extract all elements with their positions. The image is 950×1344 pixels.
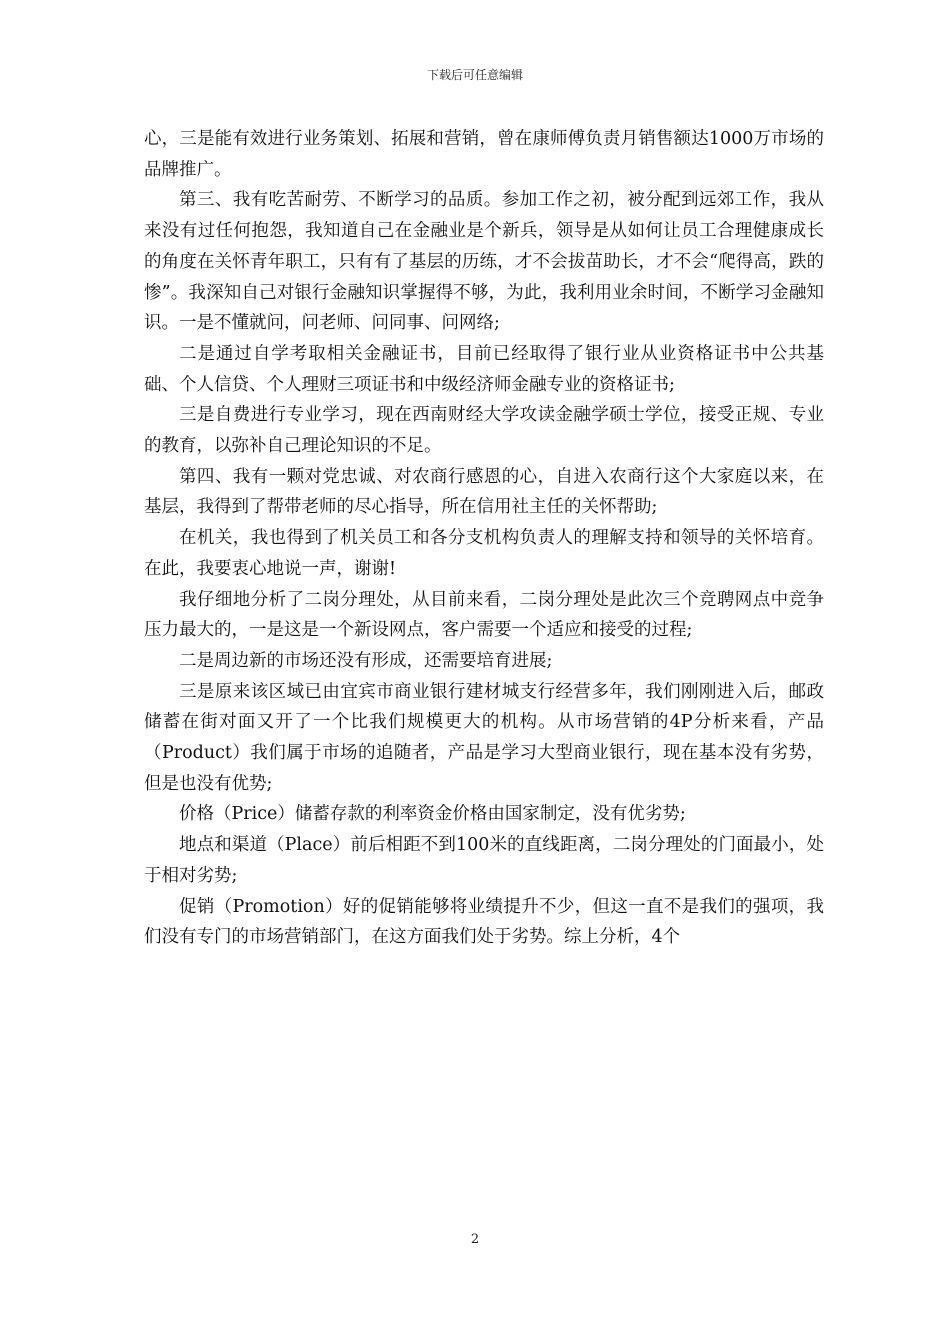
page-number: 2 (470, 1232, 480, 1247)
paragraph-7: 我仔细地分析了二岗分理处，从目前来看，二岗分理处是此次三个竞聘网点中竞争压力最大的，一是这是一个新设网点，客户需要一个适应和接受的过程; (144, 589, 824, 641)
page-header: 下载后可任意编辑 (426, 68, 523, 82)
paragraph-2: 第三、我有吃苦耐劳、不断学习的品质。参加工作之初，被分配到远郊工作，我从来没有过任何抱怨，我知道自己在金融业是个新兵，领导是从如何让员工合理健康成长的角度在关怀青年职工，只有有了基层的历练，才不会拔苗助长，才不会“爬得高，跌的惨”。我深知自己对银行金融知识掌握得不够，为此，我利用业余时间，不断学习金融知识。一是不懂就问，问老师、问同事、问网络; (144, 190, 824, 334)
paragraph-5: 第四、我有一颗对党忠诚、对农商行感恩的心，自进入农商行这个大家庭以来，在基层，我得到了帮带老师的尽心指导，所在信用社主任的关怀帮助; (144, 466, 824, 518)
paragraph-3: 二是通过自学考取相关金融证书，目前已经取得了银行业从业资格证书中公共基础、个人信贷、个人理财三项证书和中级经济师金融专业的资格证书; (144, 343, 824, 395)
paragraph-4: 三是自费进行专业学习，现在西南财经大学攻读金融学硕士学位，接受正规、专业的教育，以弥补自己理论知识的不足。 (144, 405, 824, 457)
paragraph-9: 三是原来该区域已由宜宾市商业银行建材城支行经营多年，我们刚刚进入后，邮政储蓄在街对面又开了一个比我们规模更大的机构。从市场营销的4P分析来看，产品（Product）我们属于市场的追随者，产品是学习大型商业银行，现在基本没有劣势，但是也没有优势; (144, 681, 824, 794)
paragraph-11: 地点和渠道（Place）前后相距不到100米的直线距离，二岗分理处的门面最小，处于相对劣势; (144, 835, 824, 886)
paragraph-8: 二是周边新的市场还没有形成，还需要培育进展; (179, 650, 553, 671)
document-body (144, 124, 824, 953)
paragraph-1: 心，三是能有效进行业务策划、拓展和营销，曾在康师傅负责月销售额达1000万市场的品牌推广。 (144, 129, 824, 180)
paragraph-6: 在机关，我也得到了机关员工和各分支机构负责人的理解支持和领导的关怀培育。在此，我要衷心地说一声，谢谢! (144, 528, 824, 579)
paragraph-10: 价格（Price）储蓄存款的利率资金价格由国家制定，没有优劣势; (179, 804, 686, 825)
paragraph-12: 促销（Promotion）好的促销能够将业绩提升不少，但这一直不是我们的强项，我们没有专门的市场营销部门，在这方面我们处于劣势。综上分析，4个 (144, 896, 824, 948)
